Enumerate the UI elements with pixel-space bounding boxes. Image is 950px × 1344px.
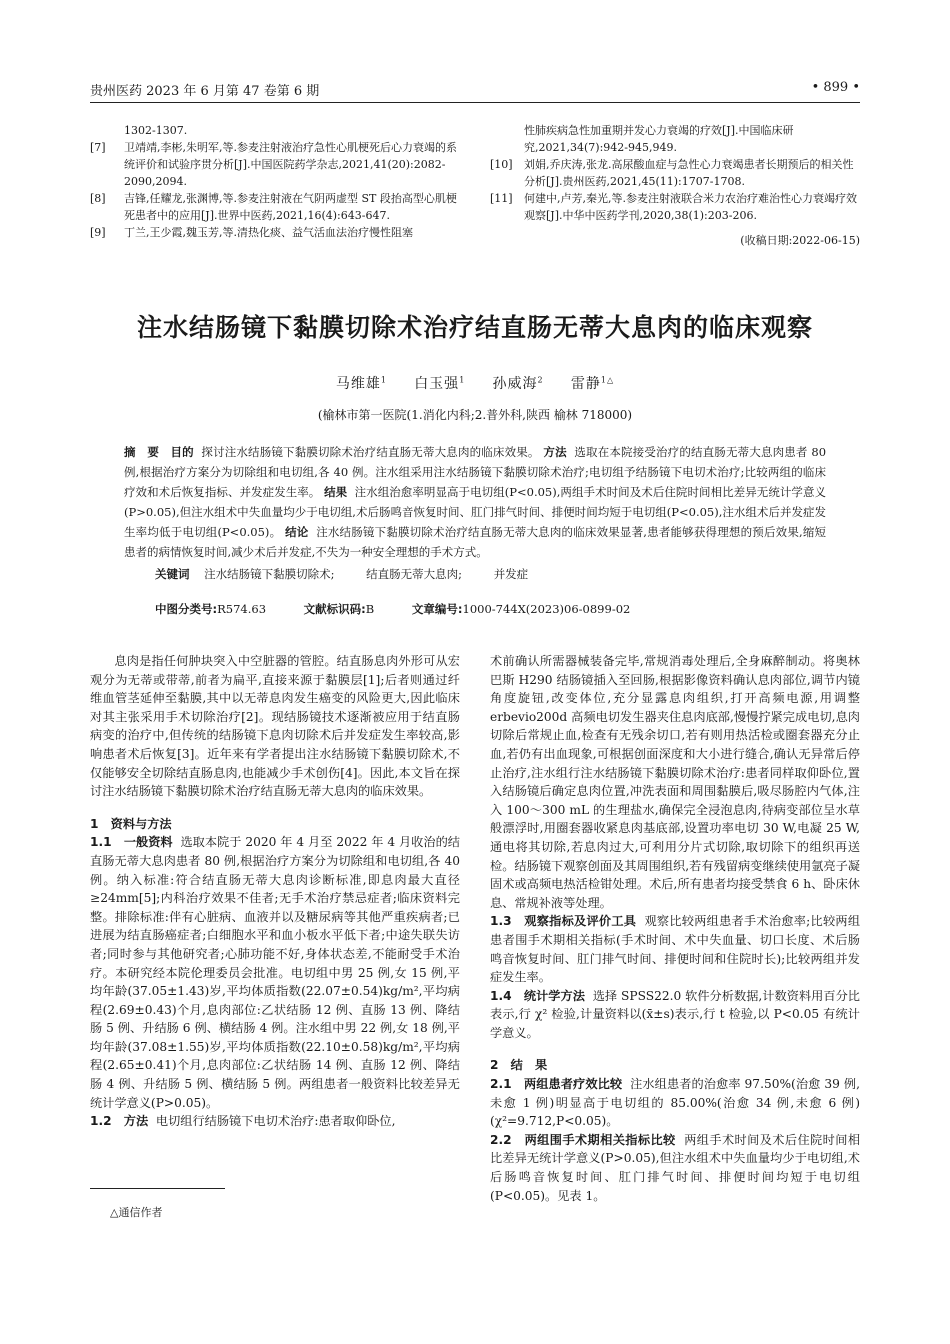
- doc-code-value: B: [365, 602, 375, 616]
- references-left: [90, 122, 462, 241]
- footnote-rule: [90, 1188, 225, 1189]
- keyword: 注水结肠镜下黏膜切除术;: [204, 567, 335, 581]
- doc-code-label: 文献标识码:: [303, 602, 366, 616]
- paragraph: 2.2 两组围手术期相关指标比较 两组手术时间及术后住院时间相比差异无统计学意义(P>0.05),但注水组术中失血量均少于电切组,术后肠鸣音恢复时间、肛门排气时间、排便时间均短于电切组(P<0.05)。见表 1。: [490, 1132, 861, 1203]
- paragraph: 1.4 统计学方法 选择 SPSS22.0 软件分析数据,计数资料用百分比表示,行 χ² 检验,计量资料以(x̄±s)表示,行 t 检验,以 P<0.05 有统计学意义。: [490, 988, 860, 1040]
- author: 马维雄$^1$: [335, 375, 387, 392]
- intro-paragraph: 息肉是指任何肿块突入中空脏器的管腔。结直肠息肉外形可从宏观分为无蒂或带蒂,前者为扁平,直接来源于黏膜层[1];后者则通过纤维血管茎延伸至黏膜,其中以无蒂息肉发生癌变的风险更大,因此临床对其主张采用手术切除治疗[2]。现结肠镜技术逐渐被应用于结直肠病变的治疗中,但传统的结肠镜下息肉切除术后并发症发生率较高,影响患者术后恢复[3]。近年来有学者提出注水结肠镜下黏膜切除术,不仅能够安全切除结直肠息肉,也能减少手术创伤[4]。因此,本文旨在探讨注水结肠镜下黏膜切除术治疗结直肠无蒂大息肉的临床效果。: [90, 654, 460, 799]
- page-number: • 899 •: [811, 80, 860, 95]
- paragraph: 术前确认所需器械装备完毕,常规消毒处理后,全身麻醉制动。将奥林巴斯 H290 结肠镜插入至回肠,根据影像资料确认息肉部位,调节内镜角度旋钮,改变体位,充分显露息肉组织,打开高频电源,用调整 erbevio200d 高频电切发生器夹住息肉底部,慢慢拧紧完成电切,息肉切除后常规止血,检查有无残余切口,若有则用热活检或圈套器充分止血,若仍有出血现象,可根据创面深度和大小进行缝合,确认无异常后停止治疗,注水组行注水结肠镜下黏膜切除术治疗:患者同样取仰卧位,置入结肠镜后确定息肉位置,冲洗表面和周围黏膜后,吸尽肠腔内气体,注入 100～300 mL 的生理盐水,确保完全浸泡息肉,待病变部位呈水草般漂浮时,用圈套器收紧息肉基底部,设置功率电切 30 W,电凝 25 W,通电将其切除,若息肉过大,可利用分片式切除,取切除下的组织再送检。结肠镜下观察创面及其周围组织,若有残留病变继续使用氩亮子凝固术或高频电热活检钳处理。术后,所有患者均接受禁食 6 h、卧床休息、常规补液等处理。: [490, 654, 860, 910]
- paragraph: 1.1 一般资料 选取本院于 2020 年 4 月至 2022 年 4 月收治的结直肠无蒂大息肉患者 80 例,根据治疗方案分为切除组和电切组,各 40 例。纳入标准:符合结直肠无蒂大息肉诊断标准,即息肉最大直径≥24mm[5];内科治疗效果不佳者;无手术治疗禁忌症者;临床资料完整。排除标准:伴有心脏病、血液并以及糖尿病等其他严重疾病者;已进展为结直肠癌症者;白细胞水平和血小板水平低下者;中途失联失访者;同时参与其他研究者;心肺功能不好,身体状态差,不能耐受手术治疗。本研究经本院伦理委员会批准。电切组中男 25 例,女 15 例,平均年龄(37.05±1.43)岁,平均体质指数(22.07±0.54)kg/m²,平均病程(2.69±0.43)个月,息肉部位:乙状结肠 12 例、直肠 13 例、降结肠 5 例、升结肠 6 例、横结肠 4 例。注水组中男 22 例,女 18 例,平均年龄(37.08±1.55)岁,平均体质指数(22.10±0.58)kg/m²,平均病程(2.65±0.41)个月,息肉部位:乙状结肠 14 例、直肠 12 例、降结肠 4 例、升结肠 5 例、横结肠 5 例。两组患者一般资料比较差异无统计学意义(P>0.05)。: [90, 835, 460, 1110]
- references-right: [490, 122, 860, 224]
- subsection-heading: 2.1 两组患者疗效比较: [490, 1077, 623, 1092]
- subsection-heading: 1.4 统计学方法: [490, 988, 585, 1003]
- reference-item: [9] 丁兰,王少霞,魏玉芳,等.清热化痰、益气活血法治疗慢性阻塞: [90, 226, 413, 239]
- abstract: [124, 442, 826, 562]
- paragraph: 1.3 观察指标及评价工具 观察比较两组患者手术治愈率;比较两组患者围手术期相关指标(手术时间、术中失血量、切口长度、术后肠鸣音恢复时间、肛门排气时间、排便时间和住院时长);比较两组并发症发生率。: [490, 914, 861, 985]
- section-heading: 2 结 果: [490, 1058, 548, 1073]
- conclusion-label: 结论: [285, 525, 309, 539]
- clc-label: 中图分类号:: [155, 602, 218, 616]
- conclusion-text: 注水结肠镜下黏膜切除术治疗结直肠无蒂大息肉的临床效果显著,患者能够获得理想的预后效果,缩短患者的病情恢复时间,减少术后并发症,不失为一种安全理想的手术方式。: [124, 525, 827, 559]
- paragraph: 1.2 方法 电切组行结肠镜下电切术治疗:患者取仰卧位,: [90, 1114, 396, 1129]
- article-number-value: 1000-744X(2023)06-0899-02: [462, 602, 631, 616]
- subsection-heading: 1.2 方法: [90, 1114, 149, 1129]
- reference-item: [11] 何建中,卢芳,秦光,等.参麦注射液联合米力农治疗难治性心力衰竭疗效观察[J].中华中医药学刊,2020,38(1):203-206.: [490, 192, 857, 222]
- affiliation: (榆林市第一医院(1.消化内科;2.普外科,陕西 榆林 718000): [317, 408, 633, 422]
- keywords: [155, 566, 556, 582]
- clc-value: R574.63: [217, 602, 267, 616]
- reference-item: 性肺疾病急性加重期并发心力衰竭的疗效[J].中国临床研究,2021,34(7):942-945,949.: [524, 124, 794, 154]
- abstract-label: 摘 要: [124, 445, 159, 459]
- author: 孙威海$^2$: [492, 375, 544, 392]
- method-label: 方法: [543, 445, 567, 459]
- body-right-column: [490, 652, 860, 1205]
- subsection-heading: 1.1 一般资料: [90, 835, 173, 850]
- article-title: 注水结肠镜下黏膜切除术治疗结直肠无蒂大息肉的临床观察: [136, 313, 813, 342]
- body-left-column: [90, 652, 460, 1131]
- keyword: 并发症: [493, 567, 529, 581]
- section-heading: 1 资料与方法: [90, 816, 172, 831]
- classification-line: [155, 601, 664, 617]
- author: 白玉强$^1$: [414, 375, 466, 392]
- subsection-heading: 1.3 观察指标及评价工具: [490, 914, 637, 929]
- article-number-label: 文章编号:: [411, 602, 463, 616]
- result-text: 注水组治愈率明显高于电切组(P<0.05),两组手术时间及术后住院时间相比差异无统计学意义(P>0.05),但注水组术中失血量均少于电切组,术后肠鸣音恢复时间、肛门排气时间、排便时间均短于电切组(P<0.05),注水组术后并发症发生率均低于电切组(P<0.05)。: [124, 485, 827, 539]
- reference-item: 1302-1307.: [124, 124, 188, 137]
- received-date: (收稿日期:2022-06-15): [740, 234, 860, 247]
- keywords-label: 关键词: [155, 567, 190, 581]
- reference-item: [7] 卫靖靖,李彬,朱明军,等.参麦注射液治疗急性心肌梗死后心力衰竭的系统评价和试验序贯分析[J].中国医院药学杂志,2021,41(20):2082-2090,2094.: [90, 141, 457, 188]
- footnote: △通信作者: [110, 1206, 163, 1219]
- subsection-heading: 2.2 两组围手术期相关指标比较: [490, 1132, 676, 1147]
- author-list: [90, 373, 860, 393]
- objective-label: 目的: [170, 445, 194, 459]
- reference-item: [10] 刘娟,乔庆涛,张龙.高尿酸血症与急性心力衰竭患者长期预后的相关性分析[J].贵州医药,2021,45(11):1707-1708.: [490, 158, 854, 188]
- paragraph: 2.1 两组患者疗效比较 注水组患者的治愈率 97.50%(治愈 39 例,未愈 1 例)明显高于电切组的 85.00%(治愈 34 例,未愈 6 例)(χ²=9.712,P<0.05)。: [490, 1077, 861, 1129]
- author: 雷静$^{1\triangle}$: [570, 375, 615, 392]
- result-label: 结果: [324, 485, 348, 499]
- header-rule: [90, 102, 860, 103]
- reference-item: [8] 吉锋,任耀龙,张渊博,等.参麦注射液在气阴两虚型 ST 段抬高型心肌梗死患者中的应用[J].世界中医药,2021,16(4):643-647.: [90, 192, 457, 222]
- keyword: 结直肠无蒂大息肉;: [366, 567, 463, 581]
- objective-text: 探讨注水结肠镜下黏膜切除术治疗结直肠无蒂大息肉的临床效果。: [201, 445, 540, 459]
- running-header-journal: 贵州医药 2023 年 6 月第 47 卷第 6 期: [90, 84, 320, 99]
- method-text: 选取在本院接受治疗的结直肠无蒂大息肉患者 80 例,根据治疗方案分为切除组和电切组,各 40 例。注水组采用注水结肠镜下黏膜切除术治疗;电切组予结肠镜下电切术治疗;比较两组的临床疗效和术后恢复指标、并发症发生率。: [124, 445, 827, 499]
